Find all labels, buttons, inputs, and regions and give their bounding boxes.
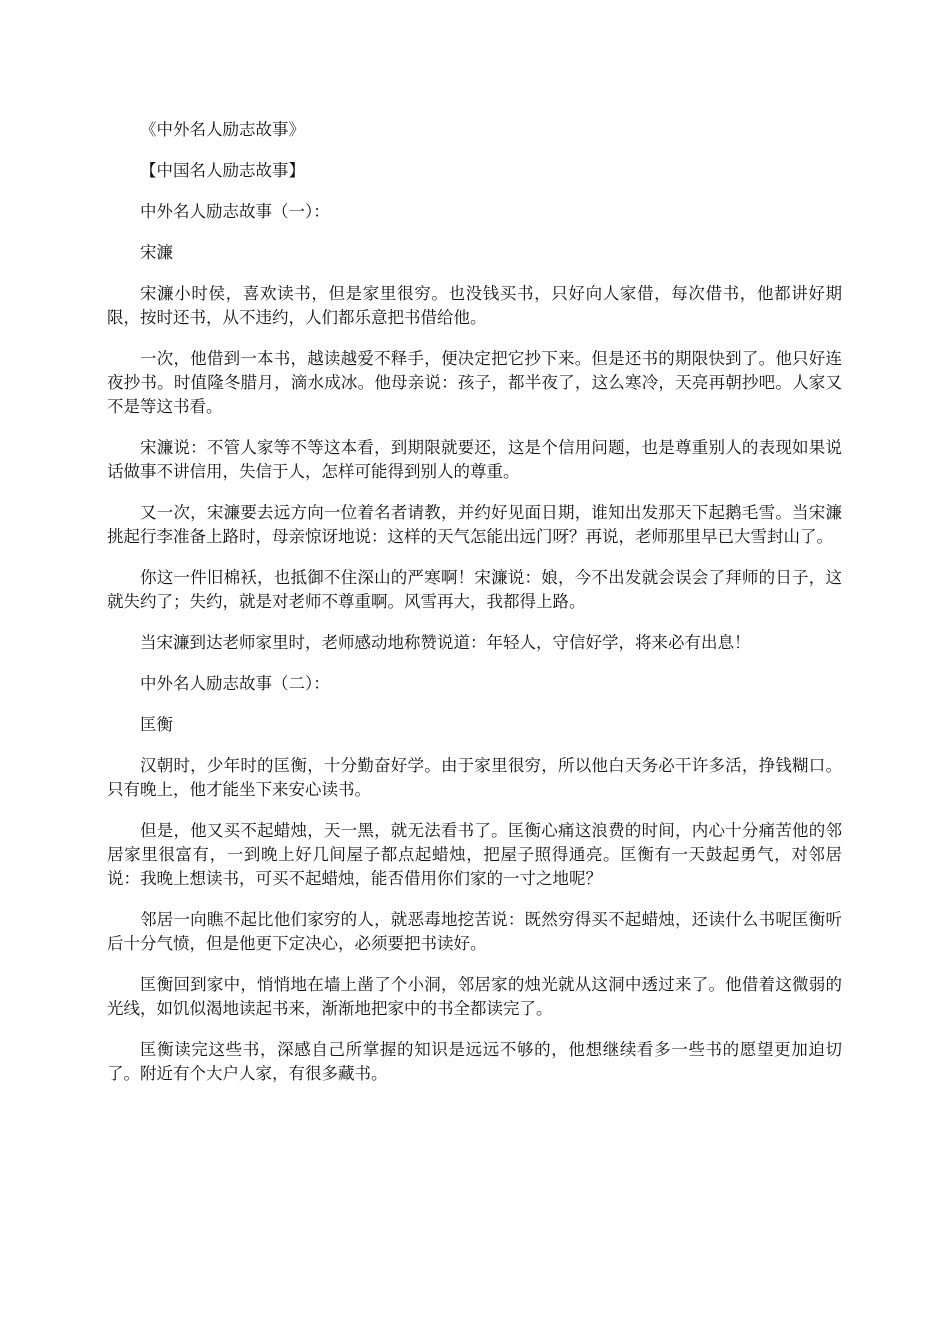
document-title: 《中外名人励志故事》 xyxy=(140,120,305,139)
story1-paragraph: 宋濂说：不管人家等不等这本看，到期限就要还，这是个信用问题，也是尊重别人的表现如果说话做事不讲信用，失信于人，怎样可能得到别人的尊重。 xyxy=(107,438,842,481)
story1-heading: 中外名人励志故事（一）： xyxy=(140,202,330,221)
story2-paragraph: 但是，他又买不起蜡烛，天一黑，就无法看书了。匡衡心痛这浪费的时间，内心十分痛苦他的邻居家里很富有，一到晚上好几间屋子都点起蜡烛，把屋子照得通亮。匡衡有一天鼓起勇气，对邻居说：我晚上想读书，可买不起蜡烛，能否借用你们家的一寸之地呢？ xyxy=(107,821,842,888)
story2-paragraph: 邻居一向瞧不起比他们家穷的人，就恶毒地挖苦说：既然穷得买不起蜡烛，还读什么书呢匡衡听后十分气愤，但是他更下定决心，必须要把书读好。 xyxy=(107,910,842,953)
story2-name: 匡衡 xyxy=(140,715,173,734)
section-heading: 【中国名人励志故事】 xyxy=(140,161,305,180)
story1-paragraph: 当宋濂到达老师家里时，老师感动地称赞说道：年轻人，守信好学，将来必有出息！ xyxy=(140,633,751,652)
story1-paragraph: 又一次，宋濂要去远方向一位着名者请教，并约好见面日期，谁知出发那天下起鹅毛雪。当宋濂挑起行李准备上路时，母亲惊讶地说：这样的天气怎能出远门呀？再说，老师那里早已大雪封山了。 xyxy=(107,503,842,546)
story2-paragraph: 匡衡回到家中，悄悄地在墙上凿了个小洞，邻居家的烛光就从这洞中透过来了。他借着这微弱的光线，如饥似渴地读起书来，渐渐地把家中的书全都读完了。 xyxy=(107,975,842,1018)
story1-paragraph: 你这一件旧棉袄，也抵御不住深山的严寒啊！宋濂说：娘，今不出发就会误会了拜师的日子，这就失约了；失约，就是对老师不尊重啊。风雪再大，我都得上路。 xyxy=(107,568,842,611)
story1-paragraph: 宋濂小时侯，喜欢读书，但是家里很穷。也没钱买书，只好向人家借，每次借书，他都讲好期限，按时还书，从不违约，人们都乐意把书借给他。 xyxy=(107,284,842,327)
story2-paragraph: 汉朝时，少年时的匡衡，十分勤奋好学。由于家里很穷，所以他白天务必干许多活，挣钱糊口。只有晚上，他才能坐下来安心读书。 xyxy=(107,756,842,799)
story1-name: 宋濂 xyxy=(140,243,173,262)
story2-paragraph: 匡衡读完这些书，深感自己所掌握的知识是远远不够的，他想继续看多一些书的愿望更加迫切了。附近有个大户人家，有很多藏书。 xyxy=(107,1040,842,1083)
story2-heading: 中外名人励志故事（二）： xyxy=(140,674,330,693)
story1-paragraph: 一次，他借到一本书，越读越爱不释手，便决定把它抄下来。但是还书的期限快到了。他只好连夜抄书。时值隆冬腊月，滴水成冰。他母亲说：孩子，都半夜了，这么寒冷，天亮再朝抄吧。人家又不是等这书看。 xyxy=(107,349,842,416)
document-page xyxy=(107,118,842,1103)
